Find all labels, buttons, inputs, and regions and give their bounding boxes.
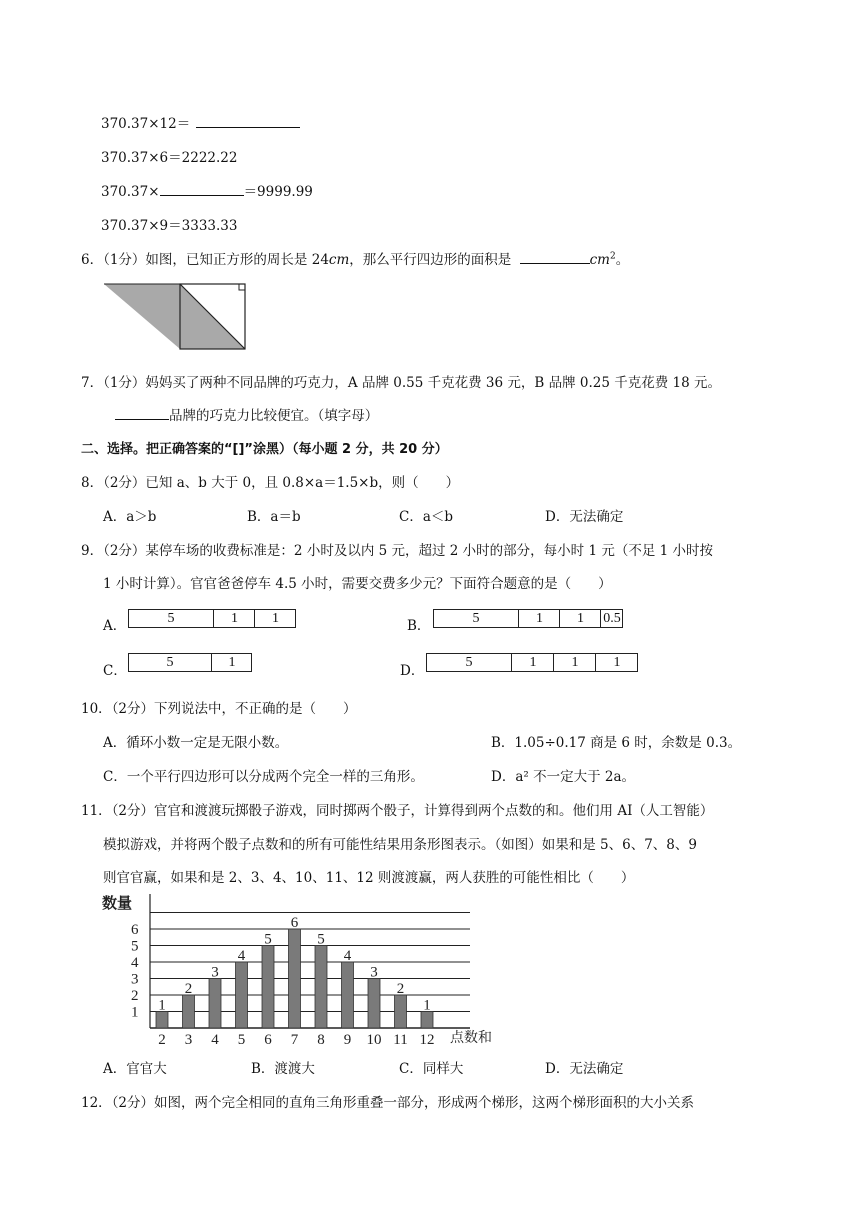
question-12: 12．（2分）如图，两个完全相同的直角三角形重叠一部分，形成两个梯形，这两个梯形面积的大小关系 [81, 1095, 695, 1111]
chart-data-label: 3 [211, 964, 219, 981]
answer-blank [115, 405, 169, 420]
chart-data-label: 2 [184, 981, 193, 997]
chart-bar [236, 962, 248, 1028]
chart-bar [395, 995, 407, 1028]
chart-data-label: 5 [317, 931, 325, 948]
option-11b[interactable]: B．渡渡大 [251, 1061, 315, 1077]
option-10c[interactable]: C．一个平行四边形可以分成两个完全一样的三角形。 [103, 769, 424, 785]
option-8a[interactable]: A．a＞b [103, 509, 157, 525]
chart-xlabel: 点数和 [450, 1030, 492, 1046]
chart-x-tick-label: 7 [290, 1032, 299, 1048]
option-9b-bar[interactable]: 5 1 1 0.5 [433, 609, 623, 628]
question-9: 9．（2分）某停车场的收费标准是：2 小时及以内 5 元，超过 2 小时的部分，每小时 1 元（不足 1 小时按 [81, 543, 713, 559]
chart-y-tick-label: 5 [131, 938, 139, 955]
chart-bar [315, 946, 327, 1029]
question-6: 6．（1分）如图，已知正方形的周长是 24cm，那么平行四边形的面积是 $cm^2$。 [81, 248, 629, 268]
chart-data-label: 1 [423, 997, 431, 1014]
parallelogram-shape [104, 284, 245, 349]
chart-data-label: 5 [264, 931, 272, 948]
option-9c-label[interactable]: C． [103, 663, 127, 679]
dice-sum-bar-chart [98, 888, 518, 1054]
calc-line-3: 370.37× ＝9999.99 [101, 180, 313, 200]
option-8c[interactable]: C．a＜b [399, 509, 454, 525]
answer-blank [160, 181, 244, 196]
chart-x-tick-label: 4 [211, 1032, 219, 1048]
calc-line-1: 370.37×12＝ [101, 112, 300, 132]
option-9d-label[interactable]: D． [400, 663, 425, 679]
chart-data-label: 4 [343, 948, 352, 964]
chart-bar [368, 979, 380, 1029]
chart-data-label: 4 [237, 948, 246, 964]
option-8d[interactable]: D．无法确定 [545, 509, 624, 525]
chart-bar [262, 946, 274, 1029]
chart-x-tick-label: 3 [184, 1032, 193, 1048]
calc-line-2: 370.37×6＝2222.22 [101, 150, 238, 166]
option-10a[interactable]: A．循环小数一定是无限小数。 [103, 735, 289, 751]
question-9-line2: 1 小时计算）。官官爸爸停车 4.5 小时，需要交费多少元？下面符合题意的是（ ） [103, 576, 612, 592]
option-9a-label[interactable]: A． [103, 618, 127, 634]
section-2-title: 二、选择。把正确答案的“[]”涂黑）（每小题 2 分，共 20 分） [81, 442, 448, 457]
chart-bar [183, 995, 195, 1028]
calc-line-4: 370.37×9＝3333.33 [101, 218, 238, 234]
parallelogram-figure [100, 282, 250, 352]
question-8: 8．（2分）已知 a、b 大于 0，且 0.8×a＝1.5×b，则（ ） [81, 475, 460, 491]
chart-y-tick-label: 4 [131, 955, 139, 971]
chart-bar [209, 979, 221, 1029]
option-11c[interactable]: C．同样大 [399, 1061, 464, 1077]
question-10: 10．（2分）下列说法中，不正确的是（ ） [81, 701, 357, 717]
question-11: 11．（2分）官官和渡渡玩掷骰子游戏，同时掷两个骰子，计算得到两个点数的和。他们用 AI（人工智能） [81, 803, 714, 819]
option-11d[interactable]: D．无法确定 [545, 1061, 624, 1077]
right-angle-mark [239, 284, 245, 290]
chart-x-tick-label: 2 [158, 1032, 166, 1048]
question-7-line2: 品牌的巧克力比较便宜。（填字母） [115, 404, 378, 424]
option-9d-bar[interactable]: 5 1 1 1 [426, 653, 638, 672]
chart-x-tick-label: 6 [264, 1032, 272, 1048]
question-11-line2: 模拟游戏，并将两个骰子点数和的所有可能性结果用条形图表示。（如图）如果和是 5、6、7、8、9 [103, 837, 697, 853]
chart-y-tick-label: 3 [131, 971, 139, 988]
chart-x-tick-label: 10 [366, 1032, 382, 1048]
chart-y-tick-label: 2 [131, 988, 139, 1004]
option-9c-bar[interactable]: 5 1 [128, 653, 252, 672]
chart-data-label: 3 [370, 964, 378, 981]
chart-x-tick-label: 9 [343, 1032, 352, 1048]
chart-data-label: 1 [158, 997, 166, 1014]
option-11a[interactable]: A．官官大 [103, 1061, 167, 1077]
chart-bar [289, 929, 301, 1028]
chart-bar [156, 1012, 168, 1029]
option-9b-label[interactable]: B． [407, 618, 431, 634]
chart-data-label: 2 [396, 981, 405, 997]
option-9a-bar[interactable]: 5 1 1 [128, 609, 296, 628]
chart-data-label: 6 [290, 915, 299, 931]
chart-y-tick-label: 1 [131, 1004, 139, 1021]
option-10b[interactable]: B．1.05÷0.17 商是 6 时，余数是 0.3。 [491, 735, 742, 751]
answer-blank [196, 113, 300, 128]
chart-x-tick-label: 8 [317, 1032, 325, 1048]
answer-blank [520, 249, 590, 264]
option-10d[interactable]: D．a² 不一定大于 2a。 [491, 769, 636, 785]
question-11-line3: 则官官赢，如果和是 2、3、4、10、11、12 则渡渡赢，两人获胜的可能性相比（ ） [103, 870, 635, 886]
chart-bar [342, 962, 354, 1028]
chart-bar [421, 1012, 433, 1029]
option-8b[interactable]: B．a＝b [247, 509, 301, 525]
chart-x-tick-label: 5 [237, 1032, 246, 1048]
chart-y-tick-label: 6 [131, 922, 139, 938]
question-7: 7．（1分）妈妈买了两种不同品牌的巧克力，A 品牌 0.55 千克花费 36 元，B 品牌 0.25 千克花费 18 元。 [81, 375, 721, 391]
chart-x-tick-label: 11 [393, 1032, 408, 1048]
chart-x-tick-label: 12 [419, 1032, 435, 1048]
chart-ylabel: 数量 [102, 894, 133, 912]
